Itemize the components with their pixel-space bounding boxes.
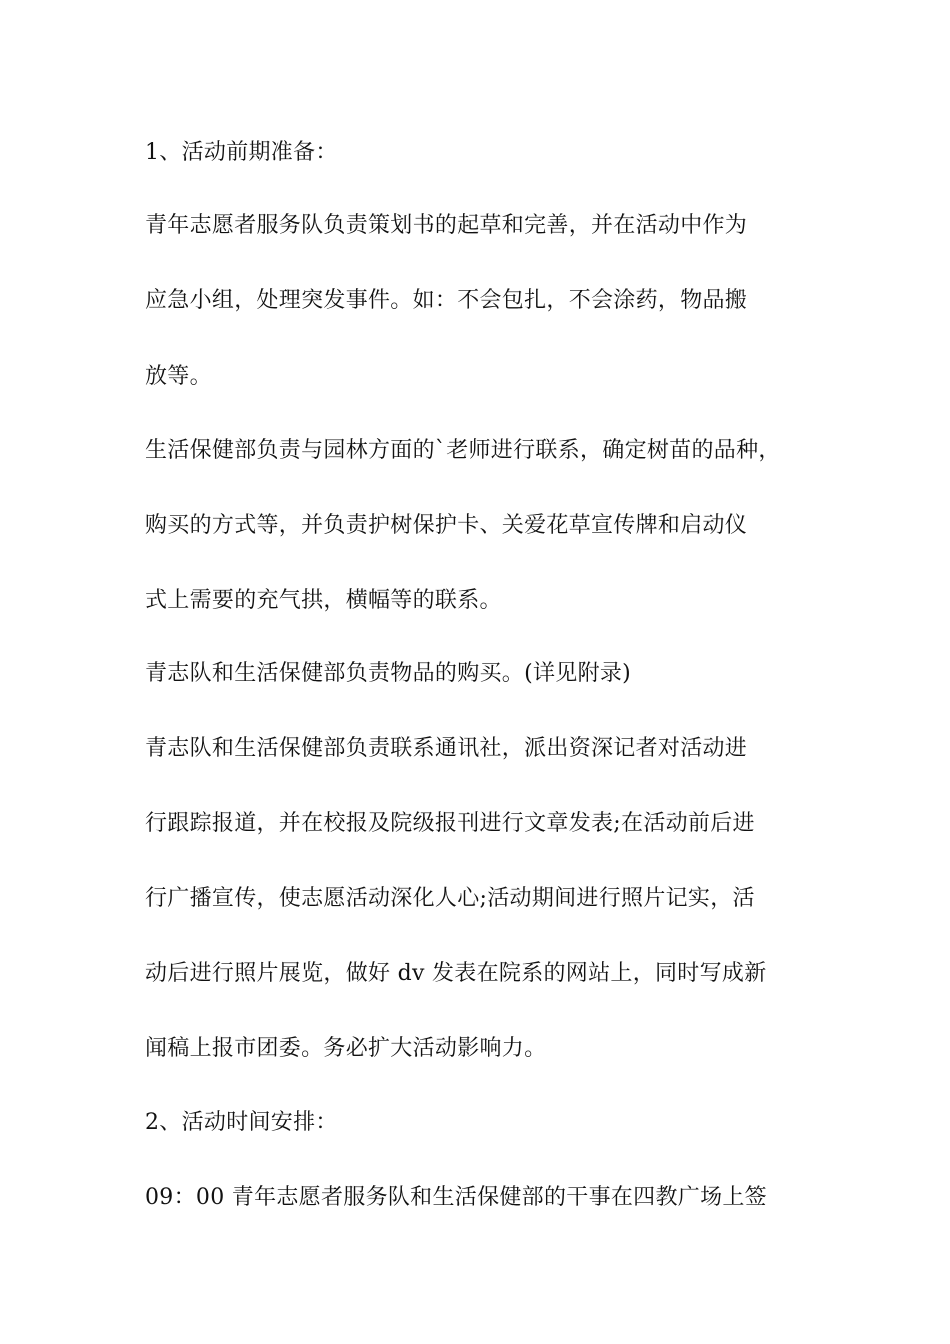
paragraph-line: 青志队和生活保健部负责联系通讯社，派出资深记者对活动进: [145, 736, 748, 761]
paragraph-line: 行跟踪报道，并在校报及院级报刊进行文章发表;在活动前后进: [145, 811, 755, 836]
paragraph-line: 青志队和生活保健部负责物品的购买。(详见附录): [145, 661, 632, 686]
paragraph-line: 行广播宣传，使志愿活动深化人心;活动期间进行照片记实，活: [145, 886, 755, 911]
paragraph-line: 应急小组，处理突发事件。如：不会包扎，不会涂药，物品搬: [145, 288, 748, 313]
paragraph-line: 购买的方式等，并负责护树保护卡、关爱花草宣传牌和启动仪: [145, 513, 748, 538]
section-heading-preparation: 1、活动前期准备：: [145, 140, 338, 165]
section-heading-schedule: 2、活动时间安排：: [145, 1110, 338, 1135]
paragraph-line: 09：00 青年志愿者服务队和生活保健部的干事在四教广场上签: [145, 1185, 767, 1210]
paragraph-line: 放等。: [145, 364, 212, 389]
paragraph-line: 式上需要的充气拱，横幅等的联系。: [145, 588, 502, 613]
paragraph-line: 青年志愿者服务队负责策划书的起草和完善，并在活动中作为: [145, 213, 748, 238]
paragraph-line: 生活保健部负责与园林方面的`老师进行联系，确定树苗的品种，: [145, 438, 781, 463]
paragraph-line: 闻稿上报市团委。务必扩大活动影响力。: [145, 1036, 547, 1061]
paragraph-line: 动后进行照片展览，做好 dv 发表在院系的网站上，同时写成新: [145, 961, 767, 986]
